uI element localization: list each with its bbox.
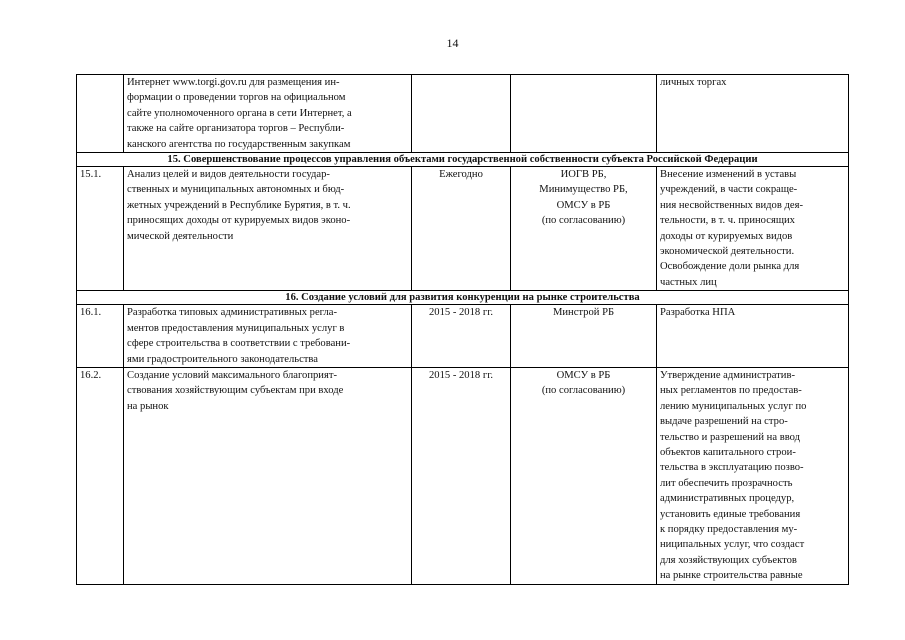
result-line: экономической деятельности.	[660, 246, 795, 258]
result-line: частных лиц	[660, 276, 717, 288]
description-line: ями градостроительного законодательства	[127, 353, 318, 365]
item-number	[77, 75, 124, 153]
measures-table-body	[77, 75, 849, 585]
executor-line: ИОГВ РБ,	[560, 169, 607, 181]
period: 2015 - 2018 гг.	[412, 367, 511, 584]
description-line: мической деятельности	[127, 230, 234, 242]
result-line: ния несвойственных видов дея-	[660, 199, 803, 211]
item-number: 16.1.	[77, 305, 124, 368]
description-line: на рынок	[127, 400, 169, 412]
executor-line: Минимущество РБ,	[539, 184, 628, 196]
result-line: ниципальных услуг, что создаст	[660, 539, 805, 551]
description-line: сайте уполномоченного органа в сети Интернет, а	[127, 107, 352, 119]
description-line: Разработка типовых административных регла-	[127, 307, 337, 319]
result-line: тельности, в т. ч. приносящих	[660, 215, 795, 227]
section-title: 15. Совершенствование процессов управления объектами государственной собственности субъекта Российской Федерации	[77, 153, 849, 167]
result-line: для хозяйствующих субъектов	[660, 554, 797, 566]
measure-description	[124, 167, 412, 291]
item-number: 16.2.	[77, 367, 124, 584]
description-line: ментов предоставления муниципальных услуг в	[127, 322, 345, 334]
result-line: ных регламентов по предостав-	[660, 385, 802, 397]
section-header-row	[77, 153, 849, 167]
description-line: ствования хозяйствующим субъектам при входе	[127, 385, 344, 397]
expected-result	[657, 167, 849, 291]
expected-result	[657, 367, 849, 584]
item-number: 15.1.	[77, 167, 124, 291]
description-line: Интернет www.torgi.gov.ru для размещения ин-	[127, 77, 340, 88]
description-line: также на сайте организатора торгов – Республи-	[127, 123, 345, 135]
executors	[511, 305, 657, 368]
result-line: доходы от курируемых видов	[660, 230, 793, 242]
result-line: Разработка НПА	[660, 307, 736, 319]
description-line: сфере строительства в соответствии с требовани-	[127, 338, 351, 350]
description-line: жетных учреждений в Республике Бурятия, в т. ч.	[127, 199, 351, 211]
expected-result	[657, 305, 849, 368]
description-line: Анализ целей и видов деятельности государ-	[127, 169, 330, 181]
table-row	[77, 167, 849, 291]
table-row	[77, 305, 849, 368]
result-line: тельство и разрешений на ввод	[660, 431, 801, 443]
result-line: Освобождение доли рынка для	[660, 261, 800, 273]
executors	[511, 367, 657, 584]
executor-line: (по согласованию)	[541, 215, 626, 227]
result-line: установить единые требования	[660, 508, 801, 520]
executor-line: (по согласованию)	[541, 385, 626, 397]
executor-line: ОМСУ в РБ	[556, 199, 611, 211]
description-line: ственных и муниципальных автономных и бюд-	[127, 184, 345, 196]
measure-description	[124, 75, 412, 153]
description-line: Создание условий максимального благоприят-	[127, 369, 337, 381]
result-line: лит обеспечить прозрачность	[660, 477, 793, 489]
result-line: учреждений, в части сокраще-	[660, 184, 798, 196]
result-line: Утверждение административ-	[660, 369, 795, 381]
expected-result	[657, 75, 849, 153]
table-row	[77, 75, 849, 153]
measures-table	[76, 74, 849, 585]
section-title: 16. Создание условий для развития конкуренции на рынке строительства	[77, 291, 849, 305]
period	[412, 75, 511, 153]
result-line: выдаче разрешений на стро-	[660, 416, 788, 428]
result-line: Внесение изменений в уставы	[660, 169, 797, 181]
result-line: личных торгах	[660, 77, 727, 88]
period: Ежегодно	[412, 167, 511, 291]
executors	[511, 75, 657, 153]
executor-line: ОМСУ в РБ	[556, 369, 611, 381]
description-line: приносящих доходы от курируемых видов эконо-	[127, 215, 351, 227]
page-number: 14	[446, 36, 459, 50]
description-line: канского агентства по государственным закупкам	[127, 138, 351, 150]
measure-description	[124, 305, 412, 368]
executors	[511, 167, 657, 291]
result-line: административных процедур,	[660, 493, 795, 505]
measure-description	[124, 367, 412, 584]
result-line: на рынке строительства равные	[660, 570, 803, 582]
section-header-row	[77, 291, 849, 305]
description-line: формации о проведении торгов на официальном	[127, 92, 346, 104]
result-line: к порядку предоставления му-	[660, 523, 798, 535]
executor-line: Минстрой РБ	[552, 307, 615, 319]
period: 2015 - 2018 гг.	[412, 305, 511, 368]
result-line: объектов капитального строи-	[660, 446, 796, 458]
table-row	[77, 367, 849, 584]
result-line: лению муниципальных услуг по	[660, 400, 807, 412]
result-line: тельства в эксплуатацию позво-	[660, 462, 804, 474]
